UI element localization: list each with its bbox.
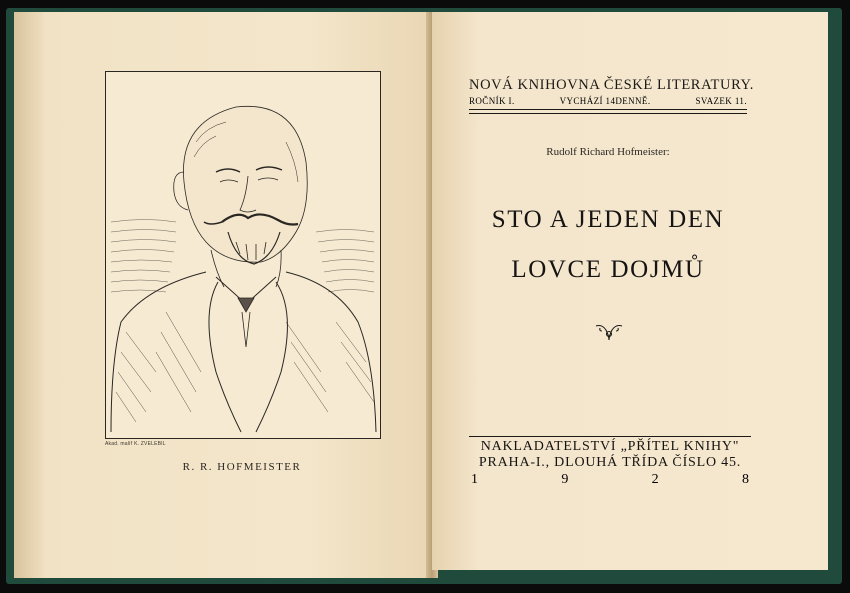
double-rule — [469, 109, 747, 114]
series-title: NOVÁ KNIHOVNA ČESKÉ LITERATURY. — [469, 77, 754, 93]
year-digit: 9 — [561, 472, 569, 487]
publication-year — [469, 472, 751, 488]
year-digit: 2 — [651, 472, 659, 487]
publisher-name: NAKLADATELSTVÍ „PŘÍTEL KNIHY" — [480, 439, 740, 454]
year-digit: 8 — [741, 472, 749, 487]
series-header — [469, 77, 754, 114]
year-digit: 1 — [471, 472, 478, 487]
portrait-engraving-icon — [106, 72, 380, 438]
book-title-line-2: LOVCE DOJMŮ — [511, 256, 705, 283]
book-title-line-1: STO A JEDEN DEN — [491, 206, 725, 233]
series-info — [469, 96, 747, 106]
series-volume: ROČNÍK I. — [469, 96, 515, 106]
fleuron-ornament-icon — [594, 322, 624, 342]
publisher-block — [469, 436, 751, 488]
portrait-engraving — [105, 71, 381, 439]
publisher-address: PRAHA-I., DLOUHÁ TŘÍDA ČÍSLO 45. — [478, 455, 742, 470]
publisher-rule — [469, 436, 751, 437]
series-frequency: VYCHÁZÍ 14DENNĚ. — [559, 96, 651, 106]
author-name: Rudolf Richard Hofmeister: — [546, 146, 670, 158]
series-issue: SVAZEK 11. — [695, 96, 747, 106]
page-edge — [14, 12, 44, 578]
artist-credit: Akad. malíř K. ZVELEBIL — [105, 441, 166, 447]
portrait-caption: R. R. HOFMEISTER — [182, 461, 302, 473]
